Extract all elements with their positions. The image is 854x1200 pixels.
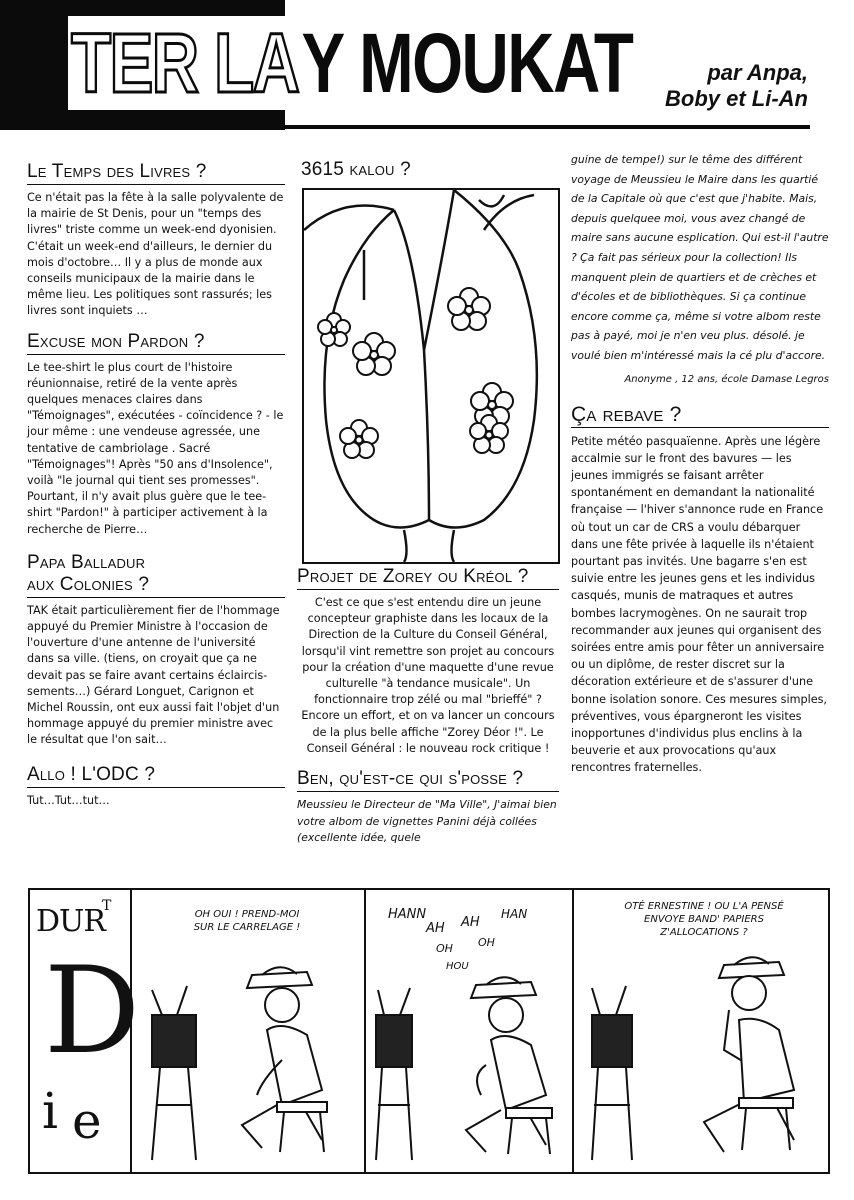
heading-line2: aux Colonies ? bbox=[27, 573, 150, 595]
panel4-drawing bbox=[574, 890, 830, 1172]
article-sposse bbox=[297, 767, 559, 847]
article-body: C'est ce que s'est entendu dire un jeune concepteur graphiste dans les locaux de la Direction de la Culture du Conseil Général, lorsqu'il vint remettre son projet au concours pour la création d'une maquette d'une revue culturelle "à tendance musicale". Un fonctionnaire trop zélé ou mal "brieffé" ? Encore un effort, et on va lancer un concours de la plus belle affiche "Zorey Déor !". Le Conseil Général : le nouveau rock critique ! bbox=[301, 596, 555, 755]
comic-panel-3 bbox=[364, 890, 574, 1172]
panel3-drawing bbox=[366, 890, 574, 1172]
article-body: TAK était particulièrement fier de l'hommage appuyé du Premier Ministre à l'occasion de l'ouverture d'une antenne de l'université dans sa ville. (tiens, on croyait que ça ne devait pas se faire avant certains éclaircis-sements…) Gérard Longuet, Carignon et Michel Roussin, ont eux aussi fait l'objet d'un hommage appuyé du premier ministre avec le résultat que l'on sait… bbox=[27, 603, 280, 747]
article-excuse-pardon bbox=[27, 330, 285, 538]
heading-line1: Papa Balladur bbox=[27, 551, 146, 573]
article-temps-livres bbox=[27, 160, 285, 320]
comic-title-i: i bbox=[42, 1082, 58, 1140]
comic-title-dur: DUR bbox=[36, 904, 105, 939]
article-heading: Allo ! L'ODC ? bbox=[27, 763, 285, 788]
sound-ah: AH bbox=[461, 915, 480, 930]
right-column bbox=[571, 150, 829, 777]
article-heading: Ben, qu'est-ce qui s'posse ? bbox=[297, 767, 559, 792]
sound-ah: AH bbox=[426, 921, 445, 936]
kalou-illustration bbox=[302, 188, 560, 564]
article-heading-kalou: 3615 kalou ? bbox=[301, 159, 411, 180]
masthead-title bbox=[68, 4, 633, 122]
article-rebave bbox=[571, 403, 829, 777]
masthead-title-part1: TER LA bbox=[68, 16, 301, 110]
article-body: Meussieu le Directeur de "Ma Ville", J'aimai bien votre albom de vignettes Panini déjà collées (excellente idée, quele bbox=[297, 798, 557, 845]
sound-hou: HOU bbox=[446, 961, 469, 972]
masthead-title-part2: Y MOUKAT bbox=[301, 16, 633, 110]
bubble-line1: OH OUI ! PREND-MOI bbox=[194, 909, 300, 920]
comic-panel-title bbox=[30, 890, 141, 1172]
masthead-byline bbox=[558, 60, 808, 112]
byline-line1: par Anpa, bbox=[707, 60, 808, 85]
byline-line2: Boby et Li-An bbox=[665, 86, 808, 111]
article-allo-odc bbox=[27, 763, 285, 809]
sound-han: HAN bbox=[501, 907, 528, 921]
article-heading: Ça rebave ? bbox=[571, 403, 829, 428]
left-column bbox=[27, 160, 285, 809]
article-body: Ce n'était pas la fête à la salle polyvalente de la mairie de St Denis, pour un "temps des livres" triste comme un week-end dyonisien. C'était un week-end d'ailleurs, le dernier du mois d'octobre… Il y a plus de monde aux conseils municipaux de la mairie dans le même lieu. Les politiques sont rassurés; les livres sont inquiets … bbox=[27, 191, 284, 318]
sound-oh: OH bbox=[478, 936, 495, 949]
article-body: Petite météo pasquaïenne. Après une légère accalmie sur le front des bavures — les jeunes immigrés se faisant arrêter spontanément en demandant la nationalité française — l'hiver s'annonce rude en France où tout un car de CRS a voulu débarquer dans une fête privée à laquelle ils n'étaient pourtant pas invités. Une bagarre s'en est suivie entre les jeunes gens et les individus casqués, munis de matraques et autres bombes lacrymogènes. On ne saurait trop recommander aux jeunes qui organisent des soirées entre amis pour fêter un anniversaire ou un diplôme, de rester discret sur la décoration extérieure et de s'assurer d'une bonne isolation sonore. Ces mesures simples, préventives, vous épargneront les visites inopportunes d'individus plus enclins à la beuverie et aux provocations qu'aux rencontres fraternelles. bbox=[571, 434, 827, 775]
comic-strip bbox=[28, 888, 830, 1174]
article-heading: Projet de Zorey ou Kréol ? bbox=[297, 565, 559, 590]
article-signature: Anonyme , 12 ans, école Damase Legros bbox=[624, 373, 829, 385]
sound-hann: HANN bbox=[388, 907, 427, 922]
article-heading: Excuse mon Pardon ? bbox=[27, 330, 285, 355]
bubble-line3: Z'ALLOCATIONS ? bbox=[660, 927, 748, 938]
bubble-line1: OTÉ ERNESTINE ! OU L'A PENSÉ bbox=[624, 901, 784, 912]
comic-title-e: e bbox=[72, 1092, 102, 1150]
article-heading: Le Temps des Livres ? bbox=[27, 160, 285, 185]
middle-column bbox=[297, 160, 559, 181]
article-body: Le tee-shirt le plus court de l'histoire réunionnaise, retiré de la vente après quelques menaces claires dans "Témoignages", exécutées - coïncidence ? - le jour même : une vendeuse agressée, une tentative de cambriolage . Sacré "Témoignages"! Après "50 ans d'Insolence", voilà "le journal qui tient ses promesses". Pourtant, il n'y avait plus guère que le tee-shirt "Pardon!" à participer activement à la recherche de Pierre… bbox=[27, 360, 284, 536]
kalou-drawing bbox=[304, 190, 558, 562]
bubble-line2: ENVOYE BAND' PAPIERS bbox=[644, 914, 764, 925]
comic-title-d: D bbox=[44, 942, 141, 1081]
article-zorey bbox=[297, 565, 559, 757]
comic-panel-4 bbox=[572, 890, 830, 1172]
masthead-rule bbox=[285, 125, 810, 129]
article-heading bbox=[27, 552, 285, 598]
sound-oh: OH bbox=[436, 942, 453, 955]
middle-column-lower bbox=[297, 565, 559, 847]
panel2-drawing bbox=[132, 890, 366, 1172]
article-balladur bbox=[27, 552, 285, 749]
article-sposse-continued: guine de tempe!) sur le tême des différent voyage de Meussieu le Maire dans les quartié de la Capitale où que c'est que j'habite. Mais, depuis quelquee moi, vous avez changé de maire sans aucune esplication. Qui est-il l'autre ? Ça fait pas sérieux pour la collection! Ils manquent plein de quartiers et de crèches et d'écoles et de bibliothèques. Si ça continue encore comme ça, même si votre albom reste pas à payé, moi je n'en veu plus. désolé. je voulé bien m'intéressé mais la cé plu d'accore. bbox=[571, 153, 829, 362]
article-body: Tut…Tut…tut… bbox=[27, 793, 110, 807]
comic-title-t: T bbox=[102, 898, 112, 914]
comic-panel-2 bbox=[130, 890, 366, 1172]
bubble-line2: SUR LE CARRELAGE ! bbox=[193, 922, 301, 933]
